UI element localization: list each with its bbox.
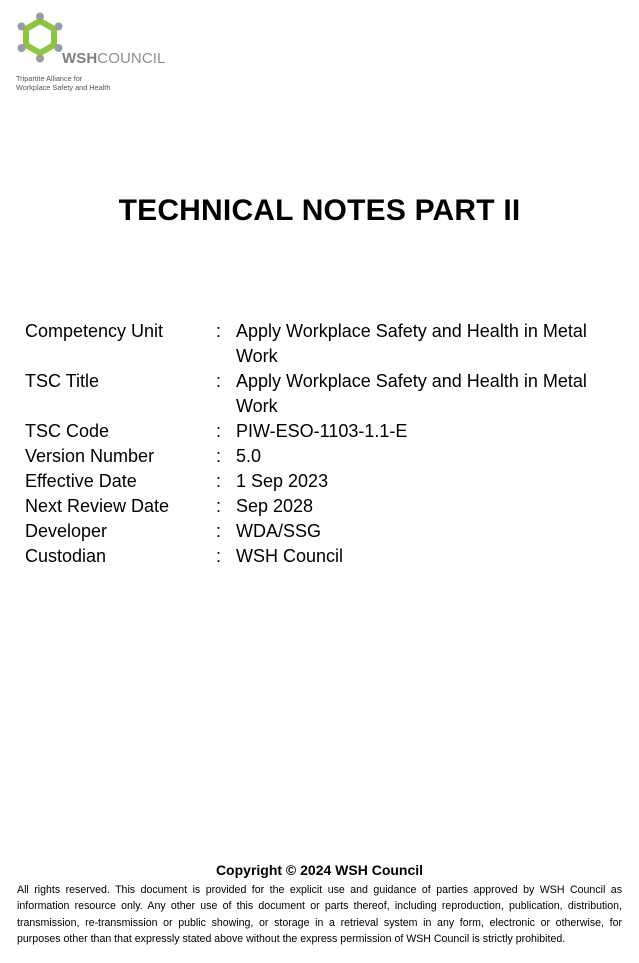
detail-row	[25, 319, 615, 369]
document-details-table	[25, 319, 615, 569]
detail-label: Version Number	[25, 446, 155, 466]
wsh-council-logo	[14, 12, 174, 94]
detail-label: TSC Title	[25, 371, 100, 391]
detail-value: Apply Workplace Safety and Health in Metal Work	[236, 321, 587, 366]
detail-row	[25, 494, 615, 519]
detail-separator: :	[216, 446, 222, 466]
detail-separator: :	[216, 371, 222, 391]
logo-wordmark-bold: WSH	[62, 50, 98, 67]
logo-wordmark	[62, 50, 166, 67]
detail-value: Sep 2028	[236, 496, 314, 516]
detail-separator: :	[216, 321, 222, 341]
detail-row	[25, 444, 615, 469]
detail-row	[25, 419, 615, 444]
logo-tagline-line2: Workplace Safety and Health	[16, 82, 111, 92]
detail-label: TSC Code	[25, 421, 110, 441]
wsh-hexagon-people-icon	[14, 12, 66, 64]
detail-label: Effective Date	[25, 471, 137, 491]
detail-row	[25, 369, 615, 419]
detail-value: WDA/SSG	[236, 521, 322, 541]
document-title: TECHNICAL NOTES PART II	[118, 194, 521, 227]
detail-value: WSH Council	[236, 546, 344, 566]
detail-separator: :	[216, 521, 222, 541]
detail-row	[25, 469, 615, 494]
detail-separator: :	[216, 496, 222, 516]
logo-tagline-line1: Tripartite Alliance for	[16, 74, 83, 83]
detail-separator: :	[216, 421, 222, 441]
detail-value: 5.0	[236, 446, 262, 466]
detail-value: Apply Workplace Safety and Health in Metal Work	[236, 371, 587, 416]
detail-label: Next Review Date	[25, 496, 170, 516]
detail-separator: :	[216, 471, 222, 491]
copyright-notice: Copyright © 2024 WSH Council	[215, 862, 424, 878]
detail-label: Competency Unit	[25, 321, 164, 341]
detail-row	[25, 519, 615, 544]
logo-tagline	[16, 75, 110, 92]
logo-wordmark-rest: COUNCIL	[97, 50, 166, 67]
rights-disclaimer: All rights reserved. This document is provided for the explicit use and guidance of parties approved by WSH Council as information resource only. Any other use of this document or parts thereof, including reproduction, publication, distribution, transmission, re-transmission or public showing, or storage in a retrieval system in any form, electronic or otherwise, for purposes other than that expressly stated above without the express permission of WSH Council is strictly prohibited.	[17, 884, 622, 946]
detail-value: 1 Sep 2023	[236, 471, 329, 491]
detail-row	[25, 544, 615, 569]
detail-label: Custodian	[25, 546, 107, 566]
detail-separator: :	[216, 546, 222, 566]
detail-label: Developer	[25, 521, 108, 541]
detail-value: PIW-ESO-1103-1.1-E	[236, 421, 408, 441]
